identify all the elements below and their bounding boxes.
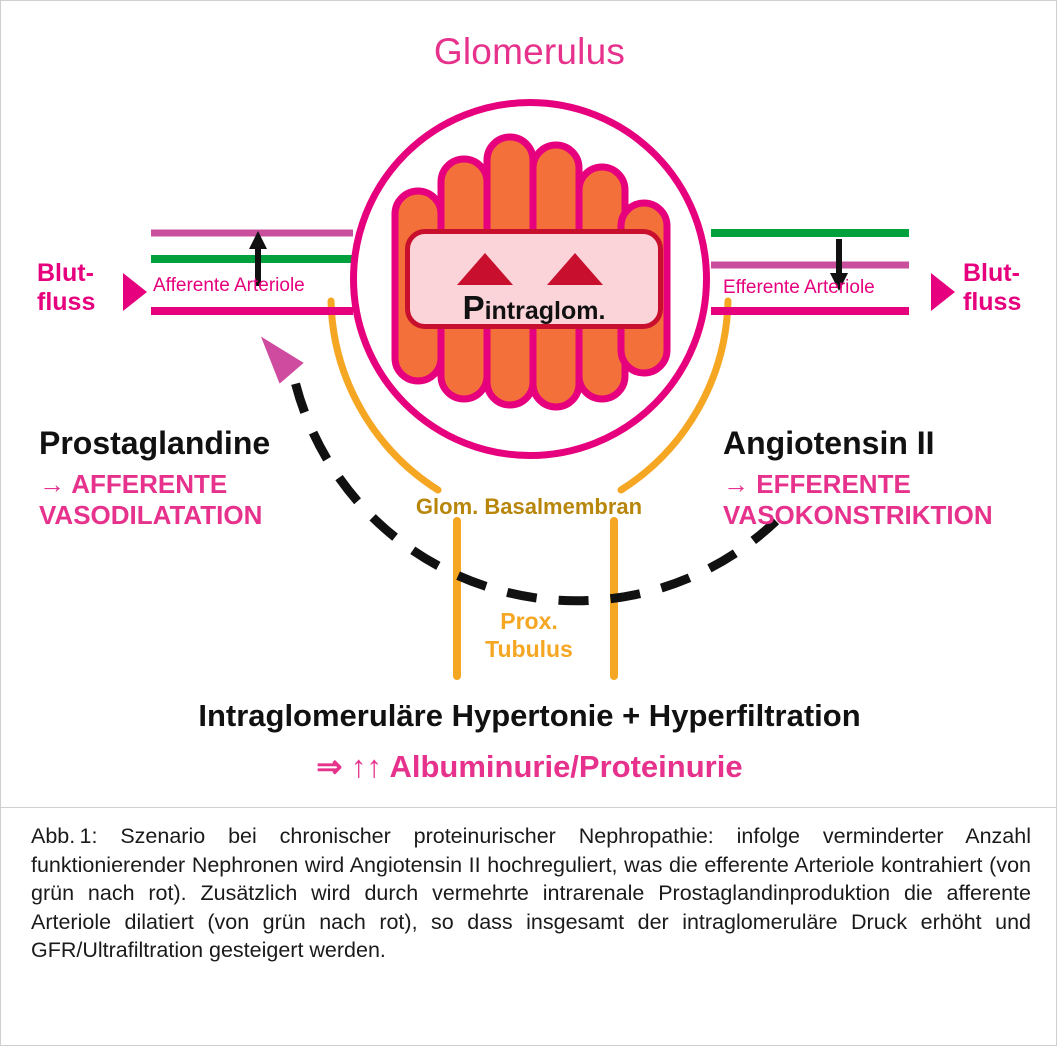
caption-area [1,807,1057,1047]
efferent-blood-flow-label [963,259,1021,317]
triangle-up-icon [457,253,513,285]
prox-tubulus-label [459,608,599,663]
afferent-blood-flow-label-line1: Blut- [37,259,94,287]
prox-tubulus-label-line2: Tubulus [485,635,573,662]
afferent-arteriole-label: Afferente Arteriole [153,275,305,296]
prostaglandins-effect-line2: VASODILATATION [39,499,263,530]
angiotensin-heading: Angiotensin II [723,425,935,461]
afferent-blood-flow-label [37,259,95,317]
pressure-label-sub: intraglom. [484,297,606,325]
triangle-up-icon [547,253,603,285]
afferent-blood-flow-arrow-icon [123,273,147,311]
conclusion-line-1: Intraglomeruläre Hypertonie + Hyperfiltration [198,698,861,733]
pressure-up-arrows [451,249,621,289]
efferent-blood-flow-label-line1: Blut- [963,259,1020,287]
pressure-label [405,289,663,327]
prox-tubulus-label-line1: Prox. [500,608,558,634]
figure-caption: Abb. 1: Szenario bei chronischer proteinurischer Nephropathie: infolge verminderter Anzahl funktionierender Nephronen wird Angiotensin II hochreguliert, was die efferente Arteriole kontrahiert (von grün nach rot). Zusätzlich wird durch vermehrte intrarenale Prostaglandinproduktion die afferente Arteriole dilatiert (von grün nach rot), so dass insgesamt der intraglomeruläre Druck erhöht und GFR/Ultrafiltration gesteigert werden. [31,824,1031,963]
angiotensin-effect [723,469,1043,530]
basement-membrane-label: Glom. Basalmembran [415,494,643,519]
efferent-arteriole-label: Efferente Arteriole [723,277,875,298]
efferent-blood-flow-arrow-icon [931,273,955,311]
page-title: Glomerulus [433,31,626,72]
efferent-blood-flow-label-line2: fluss [963,287,1022,316]
angiotensin-effect-line1: → EFFERENTE [723,469,911,499]
conclusion-line-2: ⇒ ↑↑ Albuminurie/Proteinurie [316,749,743,784]
diagram-canvas [1,1,1057,807]
prostaglandins-heading: Prostaglandine [39,425,271,461]
pressure-label-main: P [462,289,485,326]
prostaglandins-effect [39,469,369,530]
prostaglandins-effect-line1: → AFFERENTE [39,469,228,499]
afferent-blood-flow-label-line2: fluss [37,287,96,316]
feedback-arrow-head-icon [263,339,302,382]
angiotensin-effect-line2: VASOKONSTRIKTION [723,499,993,530]
